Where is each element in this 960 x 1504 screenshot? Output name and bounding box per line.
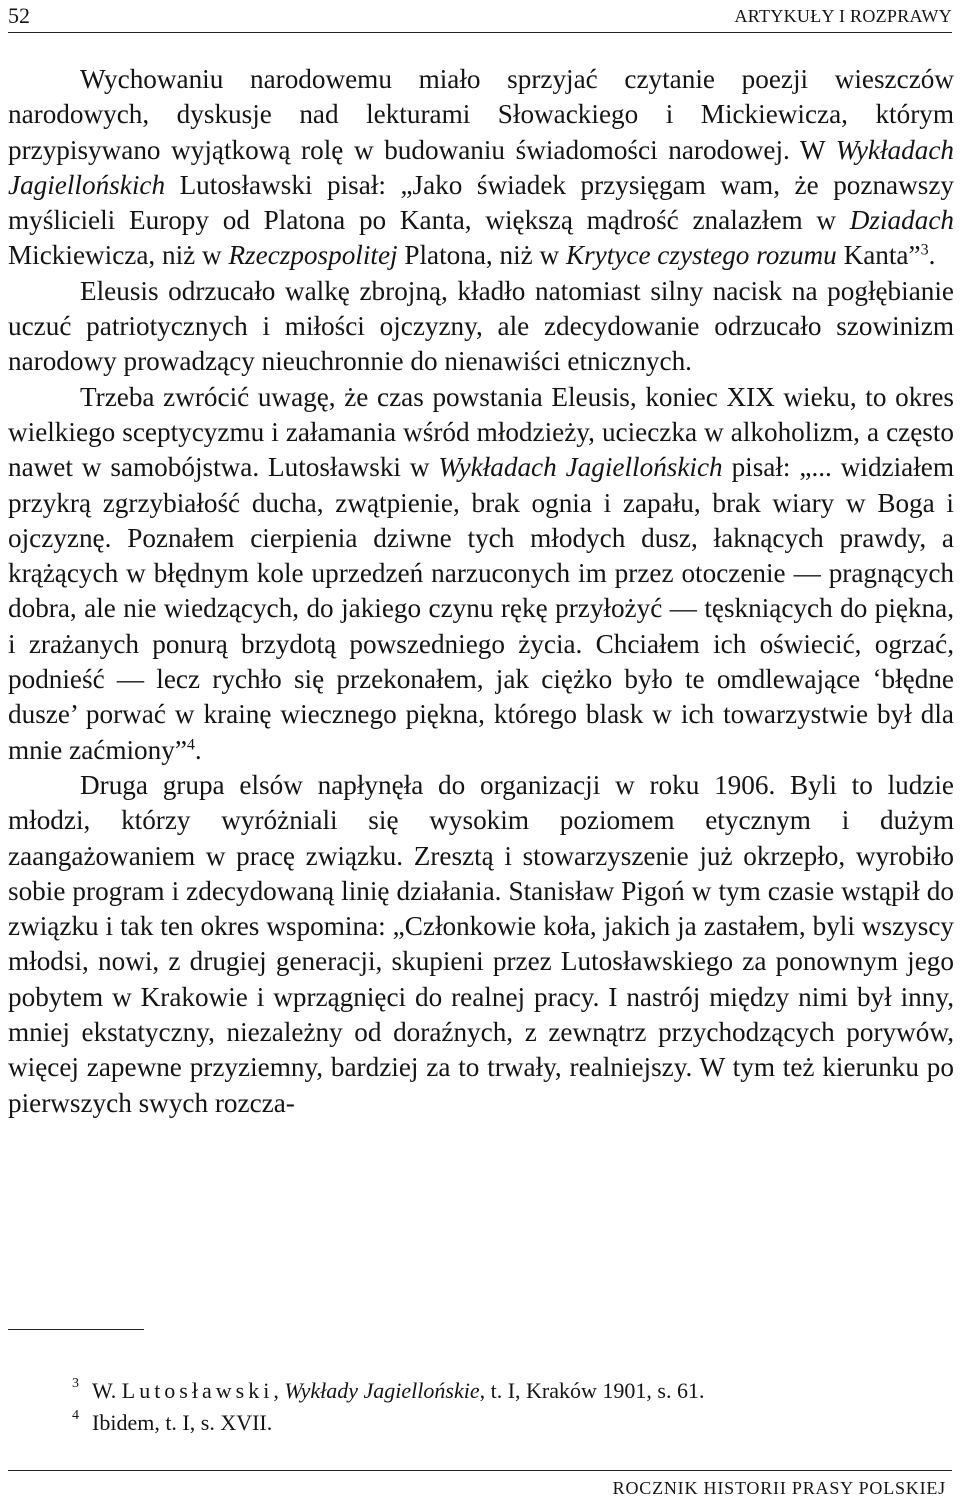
page-number: 52 bbox=[8, 3, 30, 28]
footnote-text: , bbox=[273, 1378, 285, 1403]
paragraph-3-text-2: pisał: „... widziałem przykrą zgrzybiałość ducha, zwątpienie, brak ognia i zapału, brak wiary w Boga i ojczyznę. Poznałem cierpienia dziwne tych młodych dusz, łaknących prawdy, a krążących w błędnym kole uprzedzeń narzuconych im przez otoczenie — pragnących dobra, ale nie wiedzących, do jakiego czynu rękę przyłożyć — tęskniących do piękna, i zrażanych ponurą brzydotą powszedniego życia. Chciałem ich oświecić, ogrzać, podnieść — lecz rychło się przekonałem, jak ciężko było te omdlewające ‘błędne dusze’ porwać w krainę wiecznego piękna, którego blask w ich towarzystwie był dla mnie zaćmiony” bbox=[8, 452, 954, 765]
page-header bbox=[8, 0, 952, 33]
paragraph-1-text-2: Lutosławski pisał: „Jako świadek przysięgam wam, że poznawszy myślicieli Europy od Platona po Kanta, większą mądrość znalazłem w bbox=[8, 169, 954, 236]
title-wyklady-jagiellonskie: Wykładach Jagiellońskich bbox=[8, 134, 954, 200]
title-dziady: Dziadach bbox=[849, 205, 954, 236]
footnote-text: W. bbox=[92, 1378, 122, 1403]
footnote-divider bbox=[8, 1329, 144, 1330]
title-rzeczpospolita: Rzeczpospolitej bbox=[228, 240, 398, 271]
footnote-ref-4[interactable]: 4 bbox=[186, 736, 195, 754]
journal-footer: ROCZNIK HISTORII PRASY POLSKIEJ bbox=[612, 1478, 946, 1498]
footnote-title: Wykłady Jagiellońskie bbox=[284, 1378, 480, 1403]
footnote-number: 4 bbox=[72, 1408, 79, 1423]
footnote-text: , t. I, Kraków 1901, s. 61. bbox=[479, 1378, 705, 1403]
paragraph-1-text-3: Mickiewicza, niż w bbox=[8, 240, 229, 271]
paragraph-3-text-3: . bbox=[194, 734, 202, 765]
paragraph-1 bbox=[8, 62, 954, 274]
paragraph-4: Druga grupa elsów napłynęła do organizacji w roku 1906. Byli to ludzie młodzi, którzy wyróżniali się wysokim poziomem etycznym i dużym zaangażowaniem w pracę związku. Zresztą i stowarzyszenie już okrzepło, wyrobiło sobie program i zdecydowaną linię działania. Stanisław Pigoń w tym czasie wstąpił do związku i tak ten okres wspomina: „Członkowie koła, jakich ja zastałem, byli wszyscy młodsi, nowi, z drugiej generacji, skupieni przez Lutosławskiego za ponownym jego pobytem w Krakowie i wprzągnięci do realnej pracy. I nastrój między nimi był inny, mniej ekstatyczny, niezależny od doraźnych, z zewnątrz przychodzących porywów, więcej zapewne przyziemny, bardziej za to trwały, realniejszy. W tym też kierunku po pierwszych swych rozcza- bbox=[8, 769, 954, 1118]
footnote-4 bbox=[72, 1407, 938, 1439]
article-body bbox=[8, 62, 954, 1121]
footnote-author: Lutosławski bbox=[121, 1378, 274, 1403]
paragraph-3 bbox=[8, 380, 954, 768]
running-head: ARTYKUŁY I ROZPRAWY bbox=[734, 6, 952, 26]
paragraph-1-text-5: Kanta” bbox=[836, 240, 921, 271]
paragraph-3-text-1: Trzeba zwrócić uwagę, że czas powstania Eleusis, koniec XIX wieku, to okres wielkiego sceptycyzmu i załamania wśród młodzieży, ucieczka w alkoholizm, a często nawet w samobójstwa. Lutosławski w bbox=[8, 381, 954, 483]
paragraph-1-text-1: Wychowaniu narodowemu miało sprzyjać czytanie poezji wieszczów narodowych, dyskusje nad lekturami Słowackiego i Mickiewicza, którym przypisywano wyjątkową rolę w budowaniu świadomości narodowej. W bbox=[8, 64, 954, 165]
footnote-number: 3 bbox=[72, 1376, 79, 1391]
paragraph-1-text-6: . bbox=[928, 240, 936, 271]
title-wyklady-jagiellonskie-2: Wykładach Jagiellońskich bbox=[438, 452, 723, 483]
footnotes bbox=[72, 1375, 938, 1439]
footer-divider bbox=[8, 1470, 952, 1471]
paragraph-2: Eleusis odrzucało walkę zbrojną, kładło natomiast silny nacisk na pogłębianie uczuć patriotycznych i miłości ojczyzny, ale zdecydowanie odrzucało szowinizm narodowy prowadzący nieuchronnie do nienawiści etnicznych. bbox=[8, 275, 954, 377]
paragraph-1-text-4: Platona, niż w bbox=[397, 240, 566, 271]
footnote-text: Ibidem, t. I, s. XVII. bbox=[92, 1410, 273, 1435]
title-krytyka-czystego-rozumu: Krytyce czystego rozumu bbox=[565, 240, 837, 271]
footnote-3 bbox=[72, 1375, 938, 1407]
footnote-ref-3[interactable]: 3 bbox=[920, 241, 929, 259]
